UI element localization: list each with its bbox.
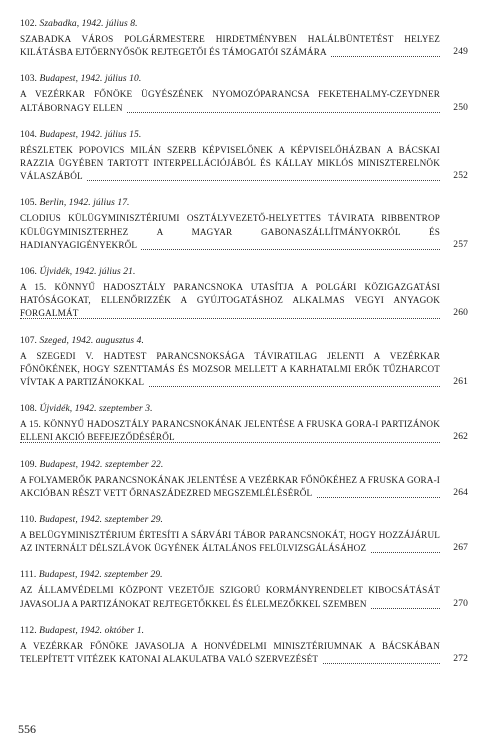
entry-title-block bbox=[20, 584, 468, 610]
entry-page-number: 262 bbox=[442, 431, 468, 444]
entry-heading bbox=[20, 73, 468, 85]
entry-page-number: 261 bbox=[442, 376, 468, 389]
entry-page-number: 250 bbox=[442, 102, 468, 115]
entry-title-block bbox=[20, 640, 468, 666]
entry-title-block bbox=[20, 350, 468, 390]
toc-entry-111 bbox=[20, 569, 468, 610]
entry-place-date: Budapest, 1942. július 15. bbox=[39, 129, 142, 140]
entry-heading bbox=[20, 459, 468, 471]
toc-entry-109 bbox=[20, 459, 468, 500]
toc-entry-110 bbox=[20, 514, 468, 555]
entry-title: A SZEGEDI V. HADTEST PARANCSNOKSÁGA TÁVIRATILAG JELENTI A VEZÉRKAR FŐNÖKÉNEK, HOGY SZENTTAMÁS ÉS MOZSOR MELLETT A KARHATALMI ERŐK TŰZHARCOT VÍVTAK A PARTIZÁNOKKAL bbox=[20, 350, 440, 388]
entry-number: 107. bbox=[20, 335, 38, 346]
entry-place-date: Szeged, 1942. augusztus 4. bbox=[39, 335, 144, 346]
entry-title: A BELÜGYMINISZTÉRIUM ÉRTESÍTI A SÁRVÁRI TÁBOR PARANCSNOKÁT, HOGY HOZZÁJÁRUL AZ INTERNÁLT DÉLSZLÁVOK ÜGYÉNEK ÁLTALÁNOS FELÜLVIZSGÁLÁSÁHOZ bbox=[20, 530, 440, 554]
entry-title-block bbox=[20, 33, 468, 59]
toc-entry-104 bbox=[20, 129, 468, 184]
entry-heading bbox=[20, 197, 468, 209]
entry-place-date: Budapest, 1942. szeptember 29. bbox=[39, 515, 164, 526]
entry-heading bbox=[20, 403, 468, 415]
entry-title: A 15. KÖNNYŰ HADOSZTÁLY PARANCSNOKÁNAK JELENTÉSE A FRUSKA GORA-I PARTIZÁNOK ELLENI AKCIÓ BEFEJEZŐDÉSÉRŐL bbox=[20, 419, 440, 443]
entry-place-date: Budapest, 1942. szeptember 29. bbox=[38, 570, 163, 581]
entry-place-date: Szabadka, 1942. július 8. bbox=[39, 19, 138, 29]
entry-number: 105. bbox=[20, 198, 38, 209]
entry-place-date: Berlin, 1942. július 17. bbox=[39, 198, 130, 209]
entry-title: A 15. KÖNNYŰ HADOSZTÁLY PARANCSNOKA UTASÍTJA A POLGÁRI KÖZIGAZGATÁSI HATÓSÁGOKAT, ELLENŐRIZZÉK A GYÚJTOGATÁSHOZ ALKALMAS VEGYI ANYAGOK FORGALMÁT bbox=[20, 282, 440, 319]
entry-title-block bbox=[20, 418, 468, 444]
entry-place-date: Újvidék, 1942. július 21. bbox=[39, 267, 136, 278]
entry-page-number: 260 bbox=[442, 307, 468, 320]
entry-heading bbox=[20, 129, 468, 141]
entry-title: AZ ÁLLAMVÉDELMI KÖZPONT VEZETŐJE SZIGORÚ KORMÁNYRENDELET KIBOCSÁTÁSÁT JAVASOLJA A PARTIZÁNOKAT REJTEGETŐKKEL ÉS ÉLELMEZŐKKEL SZEMBEN bbox=[20, 585, 440, 609]
entry-title: CLODIUS KÜLÜGYMINISZTÉRIUMI OSZTÁLYVEZETŐ-HELYETTES TÁVIRATA RIBBENTROP KÜLÜGYMINISZTERHEZ A MAGYAR GABONASZÁLLÍTMÁNYOKRÓL ÉS HADIANYAGIGÉNYEKRŐL bbox=[20, 213, 440, 250]
entry-title: A FOLYAMERŐK PARANCSNOKÁNAK JELENTÉSE A VEZÉRKAR FŐNÖKÉHEZ A FRUSKA GORA-I AKCIÓBAN RÉSZT VETT ŐRNASZÁDEZRED MEGSZEMLÉLÉSÉRŐL bbox=[20, 474, 440, 498]
entry-heading bbox=[20, 18, 468, 30]
toc-entry-112 bbox=[20, 625, 468, 666]
entry-page-number: 270 bbox=[442, 598, 468, 611]
entry-page-number: 272 bbox=[442, 653, 468, 666]
entry-heading bbox=[20, 335, 468, 347]
entry-title-block bbox=[20, 144, 468, 184]
entry-heading bbox=[20, 569, 468, 581]
toc-entry-102 bbox=[20, 18, 468, 59]
entry-page-number: 252 bbox=[442, 170, 468, 183]
entry-page-number: 257 bbox=[442, 239, 468, 252]
entry-title: RÉSZLETEK POPOVICS MILÁN SZERB KÉPVISELŐNEK A KÉPVISELŐHÁZBAN A BÁCSKAI RAZZIA ÜGYÉBEN TARTOTT INTERPELLÁCIÓJÁBÓL ÉS KÁLLAY MIKLÓS MINISZTERELNÖK VÁLASZÁBÓL bbox=[20, 144, 440, 182]
toc-entry-106 bbox=[20, 266, 468, 321]
entry-page-number: 264 bbox=[442, 487, 468, 500]
entry-number: 106. bbox=[20, 267, 38, 278]
entry-heading bbox=[20, 266, 468, 278]
entry-number: 110. bbox=[20, 515, 37, 526]
entry-page-number: 267 bbox=[442, 542, 468, 555]
entry-title-block bbox=[20, 474, 468, 500]
entry-page-number: 249 bbox=[442, 46, 468, 59]
entry-title-block bbox=[20, 281, 468, 321]
entry-heading bbox=[20, 625, 468, 637]
entry-number: 109. bbox=[20, 459, 38, 470]
toc-entry-105 bbox=[20, 197, 468, 252]
dot-leader bbox=[20, 318, 440, 319]
entry-place-date: Budapest, 1942. július 10. bbox=[39, 74, 142, 85]
entry-title: A VEZÉRKAR FŐNÖKE JAVASOLJA A HONVÉDELMI MINISZTÉRIUMNAK A BÁCSKÁBAN TELEPÍTETT VITÉZEK KATONAI ALAKULATBA VALÓ SZERVEZÉSÉT bbox=[20, 640, 440, 665]
toc-entry-103 bbox=[20, 73, 468, 114]
entry-title: SZABADKA VÁROS POLGÁRMESTERE HIRDETMÉNYBEN HALÁLBÜNTETÉST HELYEZ KILÁTÁSBA EJTŐERNYŐSÖK REJTEGETŐI ÉS TÁMOGATÓI SZÁMÁRA bbox=[20, 34, 440, 58]
entry-number: 108. bbox=[20, 404, 38, 415]
entry-number: 103. bbox=[20, 74, 38, 85]
entry-place-date: Budapest, 1942. október 1. bbox=[39, 625, 145, 636]
entry-number: 102. bbox=[20, 19, 38, 29]
table-of-contents bbox=[20, 18, 468, 680]
entry-heading bbox=[20, 514, 468, 526]
entry-number: 104. bbox=[20, 129, 38, 140]
page-number: 556 bbox=[18, 722, 36, 736]
entry-title: A VEZÉRKAR FŐNÖKE ÜGYÉSZÉNEK NYOMOZÓPARANCSA FEKETEHALMY-CZEYDNER ALTÁBORNAGY ELLEN bbox=[20, 89, 440, 113]
entry-place-date: Budapest, 1942. szeptember 22. bbox=[39, 459, 164, 470]
entry-place-date: Újvidék, 1942. szeptember 3. bbox=[39, 404, 153, 415]
entry-number: 111. bbox=[20, 570, 37, 581]
entry-number: 112. bbox=[20, 625, 37, 636]
entry-title-block bbox=[20, 212, 468, 252]
toc-entry-108 bbox=[20, 403, 468, 444]
entry-title-block bbox=[20, 529, 468, 555]
toc-entry-107 bbox=[20, 335, 468, 390]
entry-title-block bbox=[20, 88, 468, 114]
